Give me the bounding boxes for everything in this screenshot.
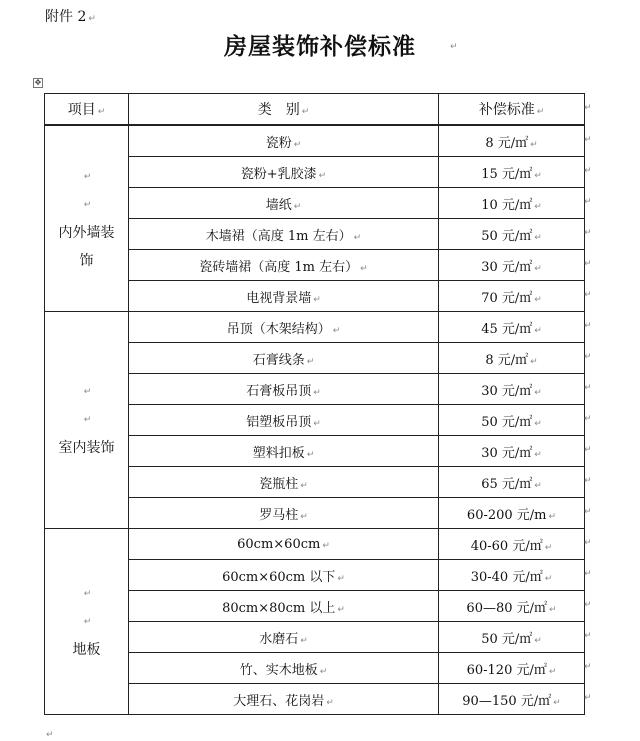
row-end-mark-icon: ↵ [584,320,592,331]
row-end-mark-icon: ↵ [584,382,592,393]
category-text: 瓷粉+乳胶漆 [240,166,317,182]
category-text: 瓷瓶柱 [259,476,299,492]
standard-cell [439,219,585,250]
category-text: 罗马柱 [259,507,299,523]
row-end-mark-icon: ↵ [584,227,592,238]
paragraph-mark-icon: ↵ [322,540,330,551]
table-body [45,125,585,715]
standard-cell [439,250,585,281]
paragraph-mark-icon: ↵ [300,480,308,491]
paragraph-mark-icon: ↵ [534,418,542,429]
paragraph-mark-icon: ↵ [332,325,341,336]
standard-cell [439,560,585,591]
standard-text: 30 元/㎡ [481,259,533,275]
standard-cell [439,405,585,436]
standard-text: 8 元/㎡ [485,135,529,151]
standard-cell [439,529,585,560]
standard-text: 50 元/㎡ [481,414,533,430]
category-cell [129,312,439,343]
header-item-label: 项目 [67,102,96,118]
row-end-mark-icon: ↵ [584,537,592,548]
paragraph-mark-icon: ↵ [534,635,542,646]
paragraph-mark-icon: ↵ [88,14,96,24]
row-end-mark-icon: ↵ [584,135,592,145]
category-text: 80cm×80cm 以上 [222,600,336,616]
paragraph-mark-icon: ↵ [548,666,557,677]
row-end-mark-icon: ↵ [584,599,592,610]
category-cell [129,560,439,591]
row-end-mark-icon: ↵ [584,475,592,486]
category-cell [129,343,439,374]
standard-text: 50 元/㎡ [481,228,533,244]
header-standard [439,94,585,126]
paragraph-mark-icon: ↵ [534,201,542,212]
paragraph-mark-icon: ↵ [83,588,92,599]
standard-cell [439,498,585,529]
standard-text: 70 元/㎡ [481,290,533,306]
standard-text: 50 元/㎡ [481,631,533,647]
group-label-wrap [45,378,128,462]
paragraph-mark-icon: ↵ [534,263,542,274]
category-cell [129,188,439,219]
category-cell [129,436,439,467]
attachment-text: 附件 2 [45,9,87,25]
group-label-wrap [45,580,128,664]
standard-text: 30 元/㎡ [481,445,533,461]
table-move-handle-icon[interactable]: ✥ [34,78,42,87]
standard-cell [439,343,585,374]
paragraph-mark-icon: ↵ [313,387,321,398]
standard-cell [439,281,585,312]
standard-cell [439,467,585,498]
group-label: 内外墙装饰 [58,224,115,269]
table-row [45,125,585,157]
page-title: 房屋装饰补偿标准 [224,33,416,60]
category-cell [129,529,439,560]
standard-cell [439,125,585,157]
category-text: 水磨石 [259,631,299,647]
category-cell [129,250,439,281]
paragraph-mark-icon: ↵ [360,263,368,274]
standard-cell [439,436,585,467]
category-cell [129,125,439,157]
category-text: 石膏板吊顶 [246,383,312,399]
row-end-mark-icon: ↵ [584,351,592,362]
group-label: 地板 [72,641,101,658]
row-end-mark-icon: ↵ [584,196,592,207]
category-cell [129,219,439,250]
paragraph-mark-icon: ↵ [293,139,302,150]
category-text: 木墙裙（高度 1m 左右） [205,228,352,244]
paragraph-mark-icon: ↵ [306,356,315,367]
paragraph-mark-icon: ↵ [83,199,92,210]
category-cell [129,498,439,529]
category-text: 铝塑板吊顶 [246,414,312,430]
category-cell [129,405,439,436]
paragraph-mark-icon: ↵ [530,139,538,150]
standard-cell [439,374,585,405]
standard-text: 45 元/㎡ [481,321,533,337]
compensation-table [44,93,585,715]
paragraph-mark-icon: ↵ [300,635,308,646]
standard-cell [439,653,585,684]
paragraph-mark-icon: ↵ [83,616,92,627]
category-cell [129,374,439,405]
header-category-label: 类 别 [257,102,300,118]
row-end-mark-icon: ↵ [584,165,592,176]
header-category [129,94,439,126]
paragraph-mark-icon: ↵ [534,480,542,491]
category-text: 60cm×60cm [237,536,321,552]
paragraph-mark-icon: ↵ [530,356,538,367]
standard-text: 60-120 元/㎡ [466,662,547,678]
paragraph-mark-icon: ↵ [548,511,557,522]
paragraph-mark-icon: ↵ [534,170,542,181]
paragraph-mark-icon: ↵ [553,697,561,708]
header-standard-label: 补偿标准 [478,102,535,118]
standard-cell [439,622,585,653]
paragraph-mark-icon: ↵ [83,415,92,425]
paragraph-mark-icon: ↵ [544,573,553,584]
category-text: 60cm×60cm 以下 [222,569,336,585]
category-cell [129,622,439,653]
group-label-wrap [45,163,128,275]
standard-cell [439,684,585,715]
paragraph-mark-icon: ↵ [46,730,54,740]
standard-text: 60-200 元/m [466,507,547,523]
standard-text: 30-40 元/㎡ [470,569,543,585]
header-item [45,94,129,126]
category-cell [129,684,439,715]
standard-cell [439,188,585,219]
paragraph-mark-icon: ↵ [536,107,545,117]
standard-text: 15 元/㎡ [481,166,533,182]
group-cell [45,529,129,715]
paragraph-mark-icon: ↵ [313,418,321,429]
paragraph-mark-icon: ↵ [313,294,321,305]
paragraph-mark-icon: ↵ [450,42,458,52]
standard-text: 30 元/㎡ [481,383,533,399]
standard-text: 8 元/㎡ [485,352,529,368]
standard-cell [439,157,585,188]
category-text: 大理石、花岗岩 [233,693,325,709]
paragraph-mark-icon: ↵ [549,604,557,615]
row-end-mark-icon: ↵ [584,506,592,517]
category-cell [129,281,439,312]
paragraph-mark-icon: ↵ [83,387,92,397]
group-cell [45,125,129,312]
group-label: 室内装饰 [58,440,115,456]
standard-cell [439,312,585,343]
paragraph-mark-icon: ↵ [337,573,345,584]
attachment-label [45,6,96,26]
paragraph-mark-icon: ↵ [306,449,315,460]
row-end-mark-icon: ↵ [584,692,592,703]
paragraph-mark-icon: ↵ [97,107,106,117]
category-text: 石膏线条 [252,352,305,368]
category-cell [129,591,439,622]
paragraph-mark-icon: ↵ [534,387,542,398]
table-row [45,529,585,560]
compensation-table-container [44,93,585,715]
standard-text: 65 元/㎡ [481,476,533,492]
row-end-mark-icon: ↵ [584,258,592,269]
paragraph-mark-icon: ↵ [534,325,542,336]
paragraph-mark-icon: ↵ [544,542,553,553]
table-header-row [45,94,585,126]
category-text: 电视背景墙 [246,290,312,306]
paragraph-mark-icon: ↵ [326,697,334,708]
category-cell [129,157,439,188]
paragraph-mark-icon: ↵ [353,232,362,243]
category-cell [129,467,439,498]
row-end-mark-icon: ↵ [584,413,592,424]
category-text: 墙纸 [265,197,292,213]
category-text: 塑料扣板 [252,445,305,461]
category-cell [129,653,439,684]
row-end-mark-icon: ↵ [584,630,592,641]
standard-text: 40-60 元/㎡ [470,538,543,554]
row-end-mark-icon: ↵ [584,103,592,113]
paragraph-mark-icon: ↵ [534,232,542,243]
paragraph-mark-icon: ↵ [534,449,542,460]
standard-cell [439,591,585,622]
paragraph-mark-icon: ↵ [301,107,310,117]
category-text: 瓷砖墙裙（高度 1m 左右） [199,259,359,275]
paragraph-mark-icon: ↵ [300,511,308,522]
row-end-mark-icon: ↵ [584,444,592,455]
standard-text: 60—80 元/㎡ [466,600,548,616]
standard-text: 10 元/㎡ [481,197,533,213]
group-cell [45,312,129,529]
row-end-mark-icon: ↵ [584,661,592,672]
category-text: 竹、实木地板 [239,662,318,678]
paragraph-mark-icon: ↵ [319,666,328,677]
paragraph-mark-icon: ↵ [337,604,345,615]
category-text: 瓷粉 [265,135,292,151]
paragraph-mark-icon: ↵ [318,170,327,181]
row-end-mark-icon: ↵ [584,568,592,579]
standard-text: 90—150 元/㎡ [462,693,552,709]
paragraph-mark-icon: ↵ [293,201,302,212]
row-end-mark-icon: ↵ [584,289,592,300]
paragraph-mark-icon: ↵ [83,171,92,182]
paragraph-mark-icon: ↵ [534,294,542,305]
table-row [45,312,585,343]
category-text: 吊顶（木架结构） [226,321,331,337]
